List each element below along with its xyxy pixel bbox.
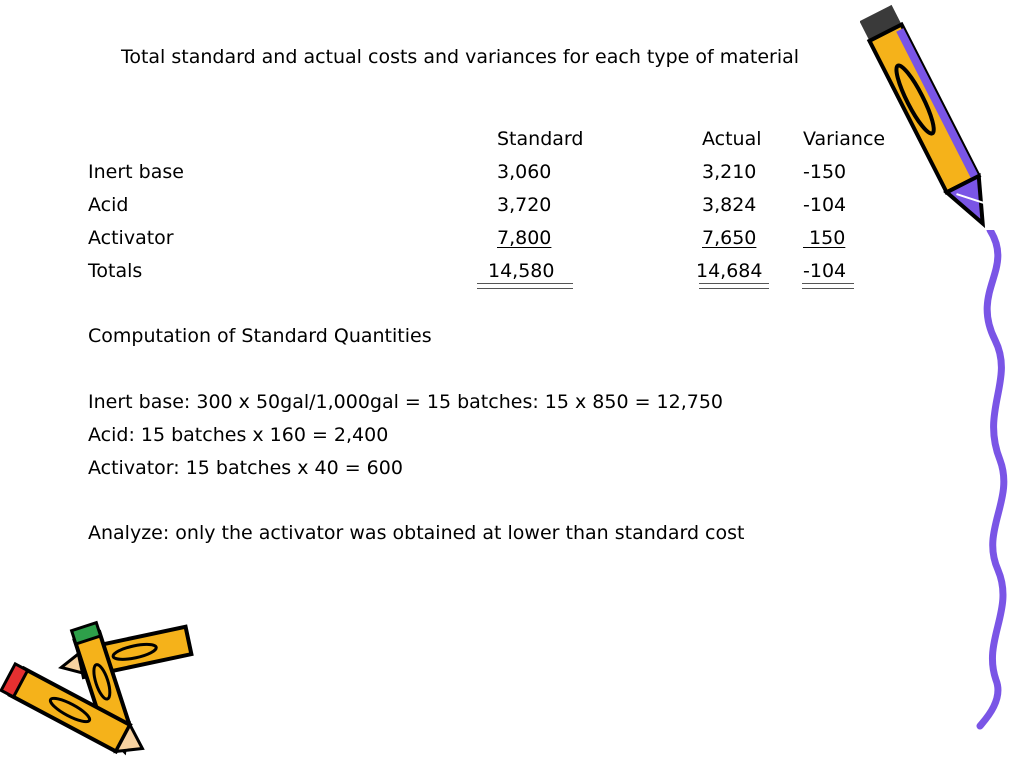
row-actual-activator: 7,650 — [702, 227, 757, 249]
totals-actual: 14,684 — [696, 260, 763, 282]
row-standard-activator: 7,800 — [497, 227, 552, 249]
row-standard-inert-base: 3,060 — [497, 161, 552, 183]
computation-line-acid: Acid: 15 batches x 160 = 2,400 — [88, 424, 389, 446]
row-standard-acid: 3,720 — [497, 194, 552, 216]
row-actual-inert-base: 3,210 — [702, 161, 757, 183]
pencils-cluster-icon — [0, 615, 210, 765]
totals-actual-double-underline — [699, 283, 769, 289]
totals-variance: -104 — [803, 260, 847, 282]
row-variance-activator: 150 — [803, 227, 846, 249]
computation-line-activator: Activator: 15 batches x 40 = 600 — [88, 457, 403, 479]
header-actual: Actual — [702, 128, 762, 150]
row-actual-acid: 3,824 — [702, 194, 757, 216]
computation-heading: Computation of Standard Quantities — [88, 325, 432, 347]
header-variance: Variance — [803, 128, 886, 150]
row-label-acid: Acid — [88, 194, 129, 216]
header-standard: Standard — [497, 128, 584, 150]
totals-standard: 14,580 — [488, 260, 555, 282]
totals-variance-double-underline — [802, 283, 854, 289]
row-variance-acid: -104 — [803, 194, 847, 216]
totals-label: Totals — [88, 260, 143, 282]
scribble-line — [960, 230, 1024, 730]
slide-title: Total standard and actual costs and variances for each type of material — [120, 46, 800, 68]
pencil-icon — [860, 0, 1000, 245]
totals-standard-double-underline — [477, 283, 573, 289]
row-label-inert-base: Inert base — [88, 161, 184, 183]
analysis-text: Analyze: only the activator was obtained at lower than standard cost — [88, 522, 745, 544]
computation-line-inert-base: Inert base: 300 x 50gal/1,000gal = 15 batches: 15 x 850 = 12,750 — [88, 391, 724, 413]
row-variance-inert-base: -150 — [803, 161, 847, 183]
row-label-activator: Activator — [88, 227, 174, 249]
